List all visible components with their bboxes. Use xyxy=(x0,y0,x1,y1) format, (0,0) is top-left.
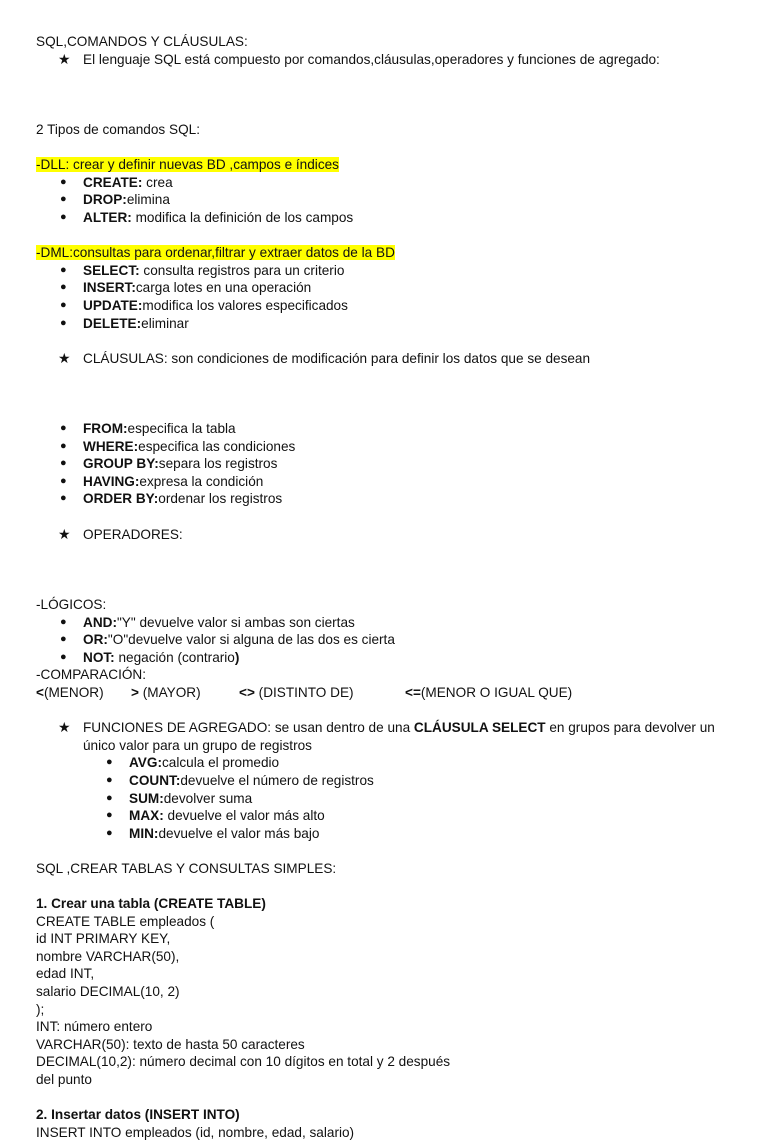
list-item: ● INSERT:carga lotes en una operación xyxy=(60,280,312,296)
code-line: ); xyxy=(36,1001,45,1017)
logicos-heading: -LÓGICOS: xyxy=(36,597,107,612)
code-line: salario DECIMAL(10, 2) xyxy=(36,984,180,1000)
bullet-icon: ● xyxy=(60,210,67,223)
clausulas-list xyxy=(36,420,736,508)
list-item: ● COUNT:devuelve el número de registros xyxy=(106,772,374,788)
bullet-icon: ● xyxy=(60,474,67,487)
bullet-icon: ● xyxy=(60,298,67,311)
code-line: INT: número entero xyxy=(36,1019,153,1035)
section-heading-create: 1. Crear una tabla (CREATE TABLE) xyxy=(36,896,266,912)
code-line: VARCHAR(50): texto de hasta 50 caracteres xyxy=(36,1036,305,1052)
dml-list xyxy=(36,262,736,332)
intro-star-item: ★ El lenguaje SQL está compuesto por comandos,cláusulas,operadores y funciones de agregado: xyxy=(58,50,660,67)
types-line: 2 Tipos de comandos SQL: xyxy=(36,121,200,137)
list-item: ● AND:"Y" devuelve valor si ambas son ciertas xyxy=(60,614,355,630)
bullet-icon: ● xyxy=(106,809,113,822)
code-line: del punto xyxy=(36,1072,92,1088)
list-item: ● NOT: negación (contrario) xyxy=(60,649,240,665)
insert-line: INSERT INTO empleados (id, nombre, edad, salario) xyxy=(36,1124,355,1140)
list-item: ● SELECT: consulta registros para un criterio xyxy=(60,262,345,278)
tablas-title: SQL ,CREAR TABLAS Y CONSULTAS SIMPLES: xyxy=(36,860,337,876)
bullet-icon: ● xyxy=(60,439,67,452)
logicos-list xyxy=(36,614,736,667)
list-item: ● CREATE: crea xyxy=(60,174,173,190)
code-line: DECIMAL(10,2): número decimal con 10 dígitos en total y 2 después xyxy=(36,1054,451,1070)
list-item: ● HAVING:expresa la condición xyxy=(60,473,264,489)
bullet-icon: ● xyxy=(60,422,67,435)
clausulas-star-item: ★ CLÁUSULAS: son condiciones de modificación para definir los datos que se desean xyxy=(58,349,591,366)
bullet-icon: ● xyxy=(60,457,67,470)
list-item: ● FROM:especifica la tabla xyxy=(60,421,236,437)
bullet-icon: ● xyxy=(106,756,113,769)
star-icon: ★ xyxy=(58,525,71,542)
code-line: id INT PRIMARY KEY, xyxy=(36,931,171,947)
cmp-greater: > (MAYOR) xyxy=(131,684,201,700)
list-item: ● AVG:calcula el promedio xyxy=(106,755,280,771)
star-icon: ★ xyxy=(58,349,71,366)
list-item: ● DROP:elimina xyxy=(60,192,170,208)
bullet-icon: ● xyxy=(60,175,67,188)
bullet-icon: ● xyxy=(106,773,113,786)
doc-title: SQL,COMANDOS Y CLÁUSULAS: xyxy=(36,34,248,49)
bullet-icon: ● xyxy=(106,791,113,804)
list-item: ● UPDATE:modifica los valores especificados xyxy=(60,297,348,313)
code-line: CREATE TABLE empleados ( xyxy=(36,913,215,929)
funciones-star-item: ★ FUNCIONES DE AGREGADO: se usan dentro de una CLÁUSULA SELECT en grupos para devolver un único valor para un grupo de registros xyxy=(58,719,715,753)
bullet-icon: ● xyxy=(60,316,67,329)
code-line: edad INT, xyxy=(36,966,95,982)
code-block xyxy=(36,913,736,1089)
comparacion-row xyxy=(36,684,736,702)
list-item: ● WHERE:especifica las condiciones xyxy=(60,438,296,454)
bullet-icon: ● xyxy=(60,263,67,276)
list-item: ● SUM:devolver suma xyxy=(106,790,253,806)
dml-heading: -DML:consultas para ordenar,filtrar y extraer datos de la BD xyxy=(36,245,395,261)
code-line: nombre VARCHAR(50), xyxy=(36,948,180,964)
funciones-list xyxy=(36,754,736,842)
bullet-icon: ● xyxy=(60,615,67,628)
star-icon: ★ xyxy=(58,50,71,67)
dll-heading: -DLL: crear y definir nuevas BD ,campos e índices xyxy=(36,157,339,173)
bullet-icon: ● xyxy=(60,193,67,206)
bullet-icon: ● xyxy=(106,826,113,839)
document-page xyxy=(36,33,736,1141)
list-item: ● MAX: devuelve el valor más alto xyxy=(106,808,325,824)
cmp-distinct: <> (DISTINTO DE) xyxy=(239,684,354,700)
star-icon: ★ xyxy=(58,719,71,736)
bullet-icon: ● xyxy=(60,492,67,505)
section-heading-insert: 2. Insertar datos (INSERT INTO) xyxy=(36,1107,240,1123)
list-item: ● OR:"O"devuelve valor si alguna de las dos es cierta xyxy=(60,632,395,648)
list-item: ● ORDER BY:ordenar los registros xyxy=(60,491,283,507)
dll-list xyxy=(36,174,736,227)
list-item: ● ALTER: modifica la definición de los campos xyxy=(60,209,354,225)
bullet-icon: ● xyxy=(60,650,67,663)
bullet-icon: ● xyxy=(60,281,67,294)
list-item: ● MIN:devuelve el valor más bajo xyxy=(106,825,320,841)
cmp-less: <(MENOR) xyxy=(36,684,104,700)
comparacion-heading: -COMPARACIÓN: xyxy=(36,667,147,683)
bullet-icon: ● xyxy=(60,633,67,646)
operadores-star-item: ★ OPERADORES: xyxy=(58,525,183,542)
cmp-less-equal: <=(MENOR O IGUAL QUE) xyxy=(405,684,573,700)
list-item: ● DELETE:eliminar xyxy=(60,315,189,331)
list-item: ● GROUP BY:separa los registros xyxy=(60,456,278,472)
